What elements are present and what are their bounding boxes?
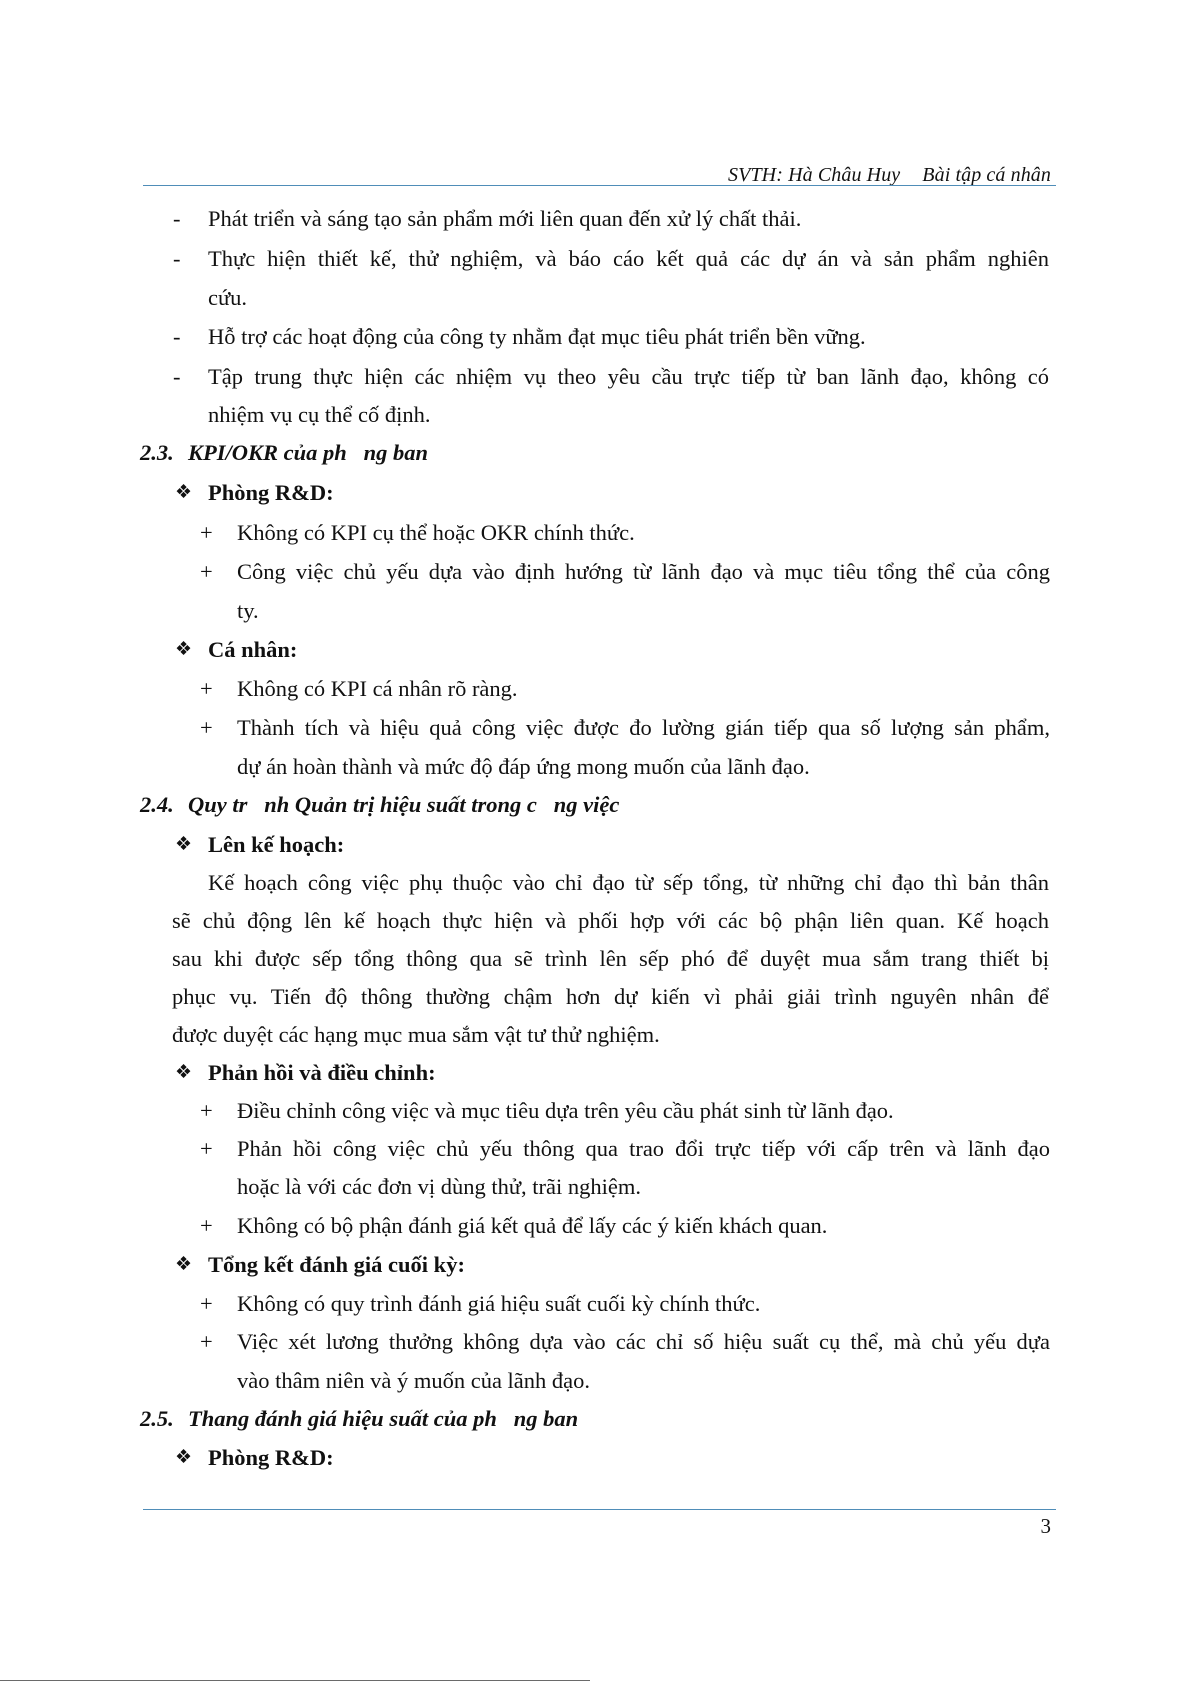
duty-item-2: Thực hiện thiết kế, thử nghiệm, và báo cáo kết quả các dự án và sản phẩm nghiên bbox=[208, 246, 1049, 271]
kpi-personal-item-2-cont: dự án hoàn thành và mức độ đáp ứng mong muốn của lãnh đạo. bbox=[237, 754, 810, 779]
duty-item-4: Tập trung thực hiện các nhiệm vụ theo yêu cầu trực tiếp từ ban lãnh đạo, không có bbox=[208, 364, 1049, 389]
duty-item-1: Phát triển và sáng tạo sản phẩm mới liên quan đến xử lý chất thải. bbox=[208, 206, 802, 231]
diamond-bullet-icon: ❖ bbox=[175, 834, 193, 855]
list-bullet-plus: + bbox=[200, 1136, 213, 1161]
review-item-2-cont: vào thâm niên và ý muốn của lãnh đạo. bbox=[237, 1368, 591, 1393]
page-header bbox=[728, 164, 1051, 187]
plan-paragraph-line-1: Kế hoạch công việc phụ thuộc vào chỉ đạo từ sếp tổng, từ những chỉ đạo thì bản thân bbox=[208, 870, 1049, 895]
review-item-1: Không có quy trình đánh giá hiệu suất cuối kỳ chính thức. bbox=[237, 1291, 761, 1316]
subheading-review: Tổng kết đánh giá cuối kỳ: bbox=[208, 1252, 465, 1277]
header-doc-type: Bài tập cá nhân bbox=[922, 164, 1051, 186]
plan-paragraph-line-3: sau khi được sếp tổng thông qua sẽ trình lên sếp phó để duyệt mua sắm trang thiết bị bbox=[172, 946, 1049, 971]
plan-paragraph-line-2: sẽ chủ động lên kế hoạch thực hiện và phối hợp với các bộ phận liên quan. Kế hoạch bbox=[172, 908, 1049, 933]
diamond-bullet-icon: ❖ bbox=[175, 1447, 193, 1468]
section-title: Thang đánh giá hiệu suất của ph ng ban bbox=[188, 1406, 579, 1431]
header-rule bbox=[143, 185, 1056, 186]
list-bullet-plus: + bbox=[200, 1098, 213, 1123]
review-item-2: Việc xét lương thưởng không dựa vào các chỉ số hiệu suất cụ thể, mà chủ yếu dựa bbox=[237, 1329, 1050, 1354]
kpi-rd-item-2-cont: ty. bbox=[237, 598, 259, 623]
diamond-bullet-icon: ❖ bbox=[175, 639, 193, 660]
feedback-item-2: Phản hồi công việc chủ yếu thông qua trao đổi trực tiếp với cấp trên và lãnh đạo bbox=[237, 1136, 1050, 1161]
list-bullet-plus: + bbox=[200, 1213, 213, 1238]
list-bullet-dash: - bbox=[173, 206, 181, 231]
kpi-personal-item-2: Thành tích và hiệu quả công việc được đo lường gián tiếp qua số lượng sản phẩm, bbox=[237, 715, 1050, 740]
section-title: KPI/OKR của ph ng ban bbox=[188, 440, 429, 465]
list-bullet-plus: + bbox=[200, 1291, 213, 1316]
list-bullet-plus: + bbox=[200, 559, 213, 584]
list-bullet-dash: - bbox=[173, 324, 181, 349]
plan-paragraph-line-5: được duyệt các hạng mục mua sắm vật tư thử nghiệm. bbox=[172, 1022, 660, 1047]
footer-rule bbox=[143, 1509, 1056, 1510]
list-bullet-dash: - bbox=[173, 246, 181, 271]
kpi-rd-item-1: Không có KPI cụ thể hoặc OKR chính thức. bbox=[237, 520, 635, 545]
section-heading-2-3 bbox=[140, 438, 428, 468]
diamond-bullet-icon: ❖ bbox=[175, 1254, 193, 1275]
duty-item-3: Hỗ trợ các hoạt động của công ty nhằm đạt mục tiêu phát triển bền vững. bbox=[208, 324, 866, 349]
list-bullet-plus: + bbox=[200, 676, 213, 701]
section-heading-2-5 bbox=[140, 1404, 578, 1434]
subheading-rd: Phòng R&D: bbox=[208, 480, 334, 505]
section-number: 2.4. bbox=[140, 792, 174, 817]
feedback-item-3: Không có bộ phận đánh giá kết quả để lấy các ý kiến khách quan. bbox=[237, 1213, 828, 1238]
list-bullet-dash: - bbox=[173, 364, 181, 389]
diamond-bullet-icon: ❖ bbox=[175, 1062, 193, 1083]
page-number: 3 bbox=[1040, 1514, 1051, 1538]
subheading-rd-2: Phòng R&D: bbox=[208, 1445, 334, 1470]
section-number: 2.5. bbox=[140, 1406, 174, 1431]
list-bullet-plus: + bbox=[200, 1329, 213, 1354]
section-number: 2.3. bbox=[140, 440, 174, 465]
header-author: SVTH: Hà Châu Huy bbox=[728, 164, 901, 186]
list-bullet-plus: + bbox=[200, 715, 213, 740]
duty-item-4-cont: nhiệm vụ cụ thể cố định. bbox=[208, 402, 431, 427]
plan-paragraph-line-4: phục vụ. Tiến độ thông thường chậm hơn dự kiến vì phải giải trình nguyên nhân để bbox=[172, 984, 1049, 1009]
duty-item-2-cont: cứu. bbox=[208, 285, 248, 310]
feedback-item-1: Điều chỉnh công việc và mục tiêu dựa trên yêu cầu phát sinh từ lãnh đạo. bbox=[237, 1098, 894, 1123]
kpi-rd-item-2: Công việc chủ yếu dựa vào định hướng từ lãnh đạo và mục tiêu tổng thể của công bbox=[237, 559, 1050, 584]
subheading-personal: Cá nhân: bbox=[208, 637, 298, 662]
kpi-personal-item-1: Không có KPI cá nhân rõ ràng. bbox=[237, 676, 518, 701]
page-edge-line bbox=[0, 1680, 590, 1681]
section-heading-2-4 bbox=[140, 790, 619, 820]
diamond-bullet-icon: ❖ bbox=[175, 482, 193, 503]
subheading-feedback: Phản hồi và điều chỉnh: bbox=[208, 1060, 436, 1085]
feedback-item-2-cont: hoặc là với các đơn vị dùng thử, trãi nghiệm. bbox=[237, 1174, 642, 1199]
list-bullet-plus: + bbox=[200, 520, 213, 545]
section-title: Quy tr nh Quản trị hiệu suất trong c ng việc bbox=[188, 792, 620, 817]
subheading-plan: Lên kế hoạch: bbox=[208, 832, 345, 857]
